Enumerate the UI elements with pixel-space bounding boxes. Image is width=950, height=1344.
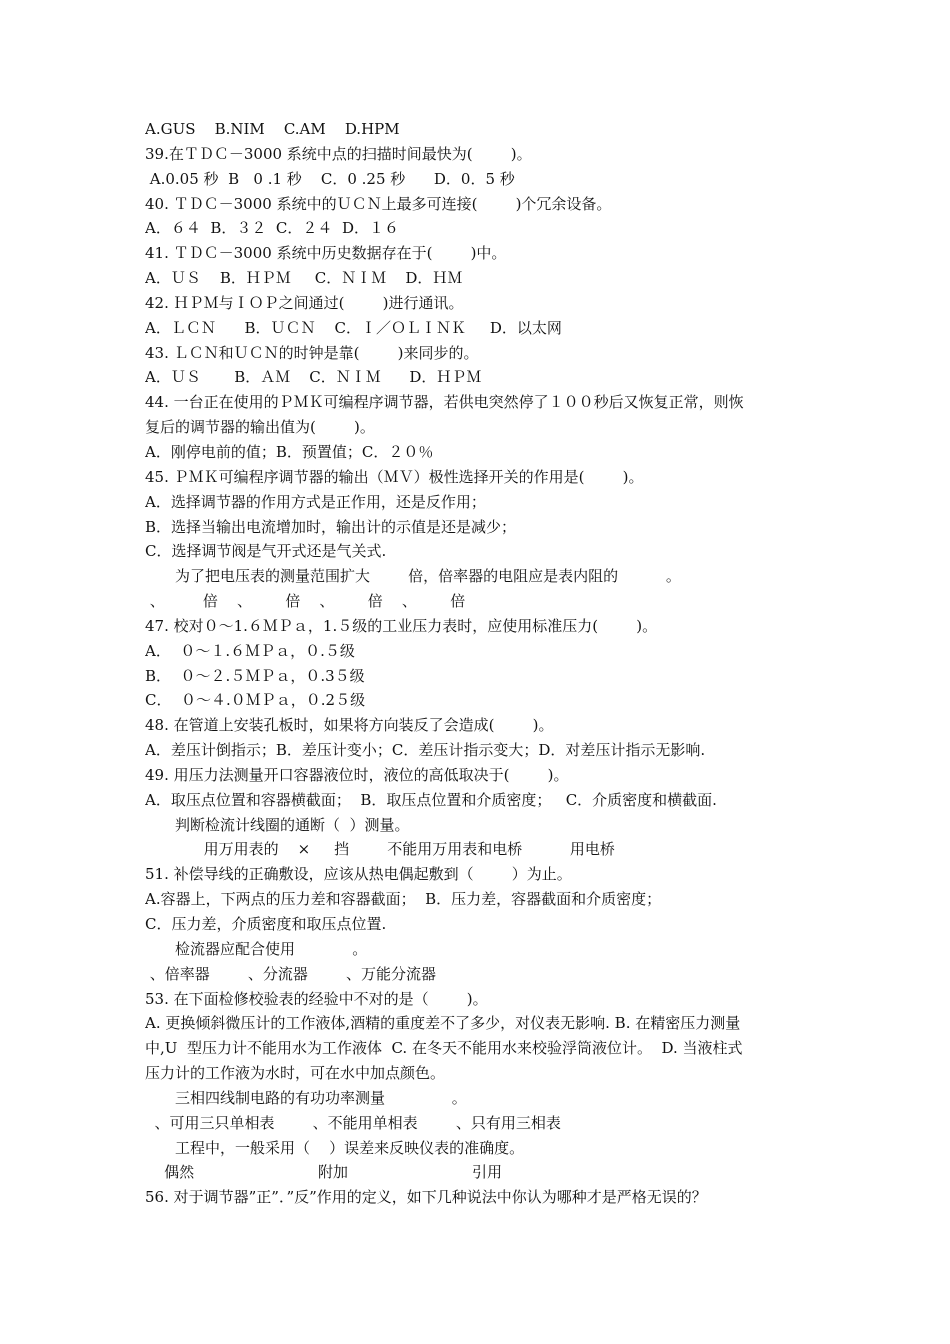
text-line: 、可用三只单相表 、不能用单相表 、只有用三相表 bbox=[145, 1113, 561, 1132]
text-line: C．选择调节阀是气开式还是气关式. bbox=[145, 542, 387, 561]
text-line: 判断检流计线圈的通断（ ）测量。 bbox=[175, 815, 410, 834]
text-line: 压力计的工作液为水时，可在水中加点颜色。 bbox=[145, 1064, 446, 1083]
text-line: 44. 一台正在使用的ＰＭＫ可编程序调节器，若供电突然停了１００秒后又恢复正常，则恢 bbox=[145, 393, 744, 412]
text-line: 、 倍 、 倍 、 倍 、 倍 bbox=[145, 592, 466, 611]
text-line: A．ＵＳ B．ＡＭ C．ＮＩＭ D．ＨＰＭ bbox=[145, 368, 482, 387]
text-line: B．选择当输出电流增加时，输出计的示值是还是减少； bbox=[145, 517, 517, 536]
text-line: 45. ＰＭＫ可编程序调节器的输出（ＭＶ）极性选择开关的作用是( )。 bbox=[145, 467, 644, 486]
text-line: A. 更换倾斜微压计的工作液体,酒精的重度差不了多少，对仪表无影响. B. 在精密压力测量 bbox=[145, 1014, 741, 1033]
text-line: 检流器应配合使用 。 bbox=[175, 939, 368, 958]
text-line: 工程中，一般采用（ ）误差来反映仪表的准确度。 bbox=[175, 1138, 525, 1157]
text-line: A.GUS B.NIM C.AM D.HPM bbox=[145, 120, 400, 138]
text-line: A．取压点位置和容器横截面； B．取压点位置和介质密度； C．介质密度和横截面. bbox=[145, 790, 717, 809]
text-line: 48. 在管道上安装孔板时，如果将方向装反了会造成( )。 bbox=[145, 716, 554, 735]
text-line: A.容器上，下两点的压力差和容器截面； B．压力差，容器截面和介质密度； bbox=[145, 890, 662, 909]
text-line: C． ０～４.０ＭＰａ，０.2５级 bbox=[145, 691, 366, 710]
text-line: 56. 对于调节器”正”．”反”作用的定义，如下几种说法中你认为哪种才是严格无误的？ bbox=[145, 1188, 707, 1207]
text-line: C．压力差，介质密度和取压点位置. bbox=[145, 915, 387, 933]
text-line: 53. 在下面检修校验表的经验中不对的是（ )。 bbox=[145, 989, 488, 1008]
text-line: 三相四线制电路的有功功率测量 。 bbox=[175, 1088, 467, 1107]
text-line: A．ＵＳ B．ＨＰＭ C．ＮＩＭ D．ＨＭ bbox=[145, 269, 463, 288]
text-line: 偶然 附加 引用 bbox=[145, 1163, 503, 1182]
text-line: 43. ＬＣＮ和ＵＣＮ的时钟是靠( )来同步的。 bbox=[145, 343, 479, 362]
text-line: 47. 校对０～1.６ＭＰａ，1.５级的工业压力表时，应使用标准压力( )。 bbox=[145, 616, 658, 635]
document-body bbox=[145, 117, 815, 1210]
text-line: 51. 补偿导线的正确敷设，应该从热电偶起敷到（ ）为止。 bbox=[145, 865, 572, 884]
text-line: A．６４ B．３２ C．２４ D．１６ bbox=[145, 219, 399, 238]
text-line: 复后的调节器的输出值为( )。 bbox=[145, 418, 375, 437]
text-line: A． ０～１.６ＭＰａ，０.５级 bbox=[145, 641, 355, 660]
text-line: A．选择调节器的作用方式是正作用，还是反作用； bbox=[145, 492, 486, 511]
text-line: A．刚停电前的值；B．预置值；C．２０％ bbox=[145, 442, 434, 461]
text-line: 42. ＨＰＭ与ＩＯＰ之间通过( )进行通讯。 bbox=[145, 293, 464, 312]
text-line: 40. ＴＤＣ－3000 系统中的ＵＣＮ上最多可连接( )个冗余设备。 bbox=[145, 194, 612, 213]
text-line: A．差压计倒指示；B．差压计变小；C．差压计指示变大；D．对差压计指示无影响. bbox=[145, 741, 706, 760]
text-line: 41. ＴＤＣ－3000 系统中历史数据存在于( )中。 bbox=[145, 244, 507, 263]
text-line: 为了把电压表的测量范围扩大 倍，倍率器的电阻应是表内阻的 。 bbox=[175, 567, 681, 586]
text-line: 中,U 型压力计不能用水为工作液体 C. 在冬天不能用水来校验浮筒液位计。 D. 当液柱式 bbox=[145, 1039, 743, 1058]
text-line: 49. 用压力法测量开口容器液位时，液位的高低取决于( )。 bbox=[145, 765, 569, 784]
text-line: 、倍率器 、分流器 、万能分流器 bbox=[145, 964, 437, 983]
text-line: A．ＬＣＮ B．ＵＣＮ C．Ｉ／ＯＬＩＮＫ D．以太网 bbox=[145, 318, 562, 337]
text-line: 用万用表的 × 挡 不能用万用表和电桥 用电桥 bbox=[175, 840, 615, 859]
text-line: B． ０～２.５ＭＰａ，０.3５级 bbox=[145, 666, 365, 685]
text-line: A.0.05 秒 B 0 .1 秒 C．0 .25 秒 D．0．5 秒 bbox=[145, 169, 515, 188]
text-line: 39.在ＴＤＣ－3000 系统中点的扫描时间最快为( )。 bbox=[145, 144, 532, 163]
